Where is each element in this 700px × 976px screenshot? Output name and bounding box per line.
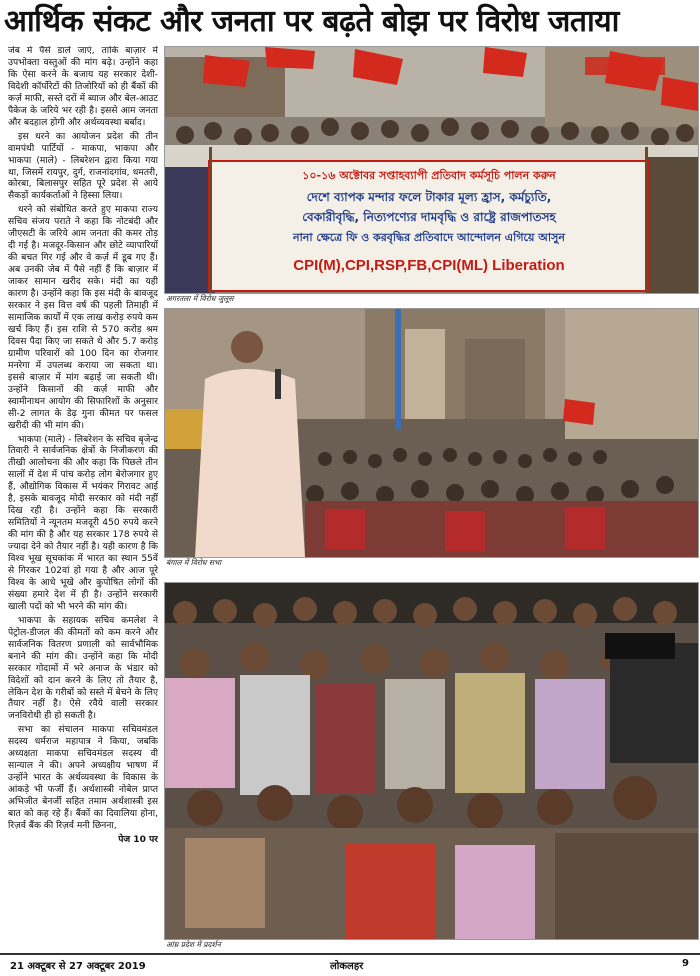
banner-line-2: দেশে ব্যাপক মন্দার ফলে টাকার মূল্য হ্রাস, কর্মচ্যুতি, [306,190,552,204]
photo-andhra-protest [164,582,699,940]
speaker-body [195,369,305,557]
body-paragraph: सभा का संचालन माकपा सचिवमंडल सदस्य धर्मराज महापात्र ने किया, जबकि अध्यक्षता माकपा सचिवमंडल सदस्य वी सान्याल ने की। अपने अध्यक्षीय भाषण में उन्होंने भारत के अर्थव्यवस्था के विकास के आंकड़े भी फर्जी हैं। अर्थशास्त्री नोबेल प्राप्त अभिजीत बेनर्जी सहित तमाम अर्थशास्त्री इस बात को कह रहे हैं। बैंकों का दिवालिया होना, रिज़र्व बैंक की रिज़र्व मनी छिनना, [8,725,158,831]
banner-line-3: বেকারীবৃদ্ধি, নিত্যপণ্যের দামবৃদ্ধি ও রাষ্ট্রে রাজপাতসহ [302,210,556,224]
caption-photo-3: आंध्र प्रदेश में प्रदर्शन [166,940,221,949]
caption-photo-1: अगरतला में विरोध जुलूस [166,294,234,303]
body-paragraph: इस धरने का आयोजन प्रदेश की तीन वामपंथी पार्टियों - माकपा, भाकपा और भाकपा (माले) - लिबरेशन द्वारा किया गया था, जिसमें रायपुर, दुर्ग, राजनांदगांव, धमतरी, कोरबा, बिलासपुर सहित पूरे प्रदेश से आये सैकड़ों कार्यकर्ताओं ने हिस्सा लिया। [8,131,158,202]
body-paragraph: भाकपा के सहायक सचिव कमलेश ने पेट्रोल-डीजल की कीमतों को कम करने और सार्वजनिक वितरण प्रणाली को सार्वभौमिक बनाने की मांग की। उन्होंने कहा कि मोदी सरकार गोदामों में भरे अनाज के भंडार को विदेशों को दान करने के लिए तो तैयार है, लेकिन देश के गरीबों को सस्ते में बेचने के लिए तैयार नहीं है। ऐसे रवैये वाली सरकार जनविरोधी ही हो सकती है। [8,615,158,722]
article-body [8,46,158,951]
headline: आर्थिक संकट और जनता पर बढ़ते बोझ पर विरोध जताया [4,4,619,39]
meeting-photo-graphic [165,309,698,557]
protest-photo-graphic [165,583,698,939]
speaker-head [231,331,263,363]
red-flag [563,399,595,425]
banner-parties: CPI(M),CPI,RSP,FB,CPI(ML) Liberation [293,257,565,274]
body-paragraph: जेब में पैसे डाले जाएं, ताकि बाज़ार में उपभोक्ता वस्तुओं की मांग बढ़े। उन्होंने कहा कि ऐसा करने के बजाय यह सरकार देशी-विदेशी कॉर्पोरेटों की तिजोरियों को ही बैंकों की कर्ज़ माफी, सस्ते दरों में ब्याज और बेल-आउट पैकेज के जरिये भर रही है। इससे आम जनता और बदहाल होगी और अर्थव्यवस्था बर्बाद। [8,46,158,128]
continued-note: पेज 10 पर [118,834,158,845]
footer-rule [0,953,700,955]
footer-date: 21 अक्टूबर से 27 अक्टूबर 2019 [10,961,146,972]
footer-publication: लोकलहर [330,961,364,972]
caption-photo-2: बंगाल में विरोध सभा [166,558,222,567]
banner-line-4: নানা ক্ষেত্রে ফি ও করবৃদ্ধির প্রতিবাদে আন্দোলন এগিয়ে আসুন [293,231,565,244]
photo-bengal-meeting [164,308,699,558]
body-paragraph: धरने को संबोधित करते हुए माकपा राज्य सचिव संजय पराते ने कहा कि नोटबंदी और जीएसटी के जरिये आम जनता की कमर तोड़ दी गई है। मजदूर-किसान और छोटे व्यापारियों की बचत गिर गई और वे कर्ज़ में डूब गए हैं। अब उनकी जेब में पैसे नहीं हैं कि बाज़ार में जाकर सामान खरीद सके। मंदी का यही कारण है। उन्होंने कहा कि इस मंदी के बावजूद सरकार ने इस वित्त वर्ष की पहली तिमाही में सामाजिक कार्यों में एक लाख करोड़ रुपये कम खर्च किए हैं। इस राशि से 570 करोड़ श्रम दिवस पैदा किए जा सकते थे और 5.7 करोड़ ग्रामीण परिवारों को 100 दिन का रोजगार मनरेगा में उपलब्ध कराया जा सकता था। इससे बाज़ार में मांग बढ़ाई जा सकती थी। उन्होंने किसानों की कर्ज़ माफी और स्वामीनाथन आयोग की सिफारिशों के अनुसार सी-2 लागत के डेढ़ गुना कीमत पर फसल खरीदी की भी मांग की। [8,205,158,431]
banner-line-1: ১০-১৬ অক্টোবর সপ্তাহব্যাপী প্রতিবাদ কর্মসূচি পালন করুন [302,169,556,182]
page-number: 9 [682,958,689,969]
body-paragraph: भाकपा (माले) - लिबरेशन के सचिव बृजेन्द्र तिवारी ने सार्वजनिक क्षेत्रों के निजीकरण की तीखी आलोचना की और कहा कि पिछले तीन सालों में देश में पांच करोड़ लोग बेरोजगार हुए हैं, औद्योगिक विकास में भयंकर गिरावट आई है, इसके बावजूद मोदी सरकार को मंदी नहीं दिख रही है। उन्होंने कहा कि सरकारी समितियों ने न्यूनतम मजदूरी 450 रुपये करने की मांग की है और यह सरकार 178 रुपये से ज्यादा देने को तैयार नहीं है। यही कारण है कि विश्व भूख सूचकांक में भारत का स्थान 55वें से गिरकर 102वां हो गया है और आज पूरे विश्व के आधे भूखे और कुपोषित लोगों की संख्या हमारे देश में ही है। उन्होंने सरकारी खाली पदों को भी भरने की मांग की। [8,434,158,612]
photo-agartala-procession [164,46,699,294]
